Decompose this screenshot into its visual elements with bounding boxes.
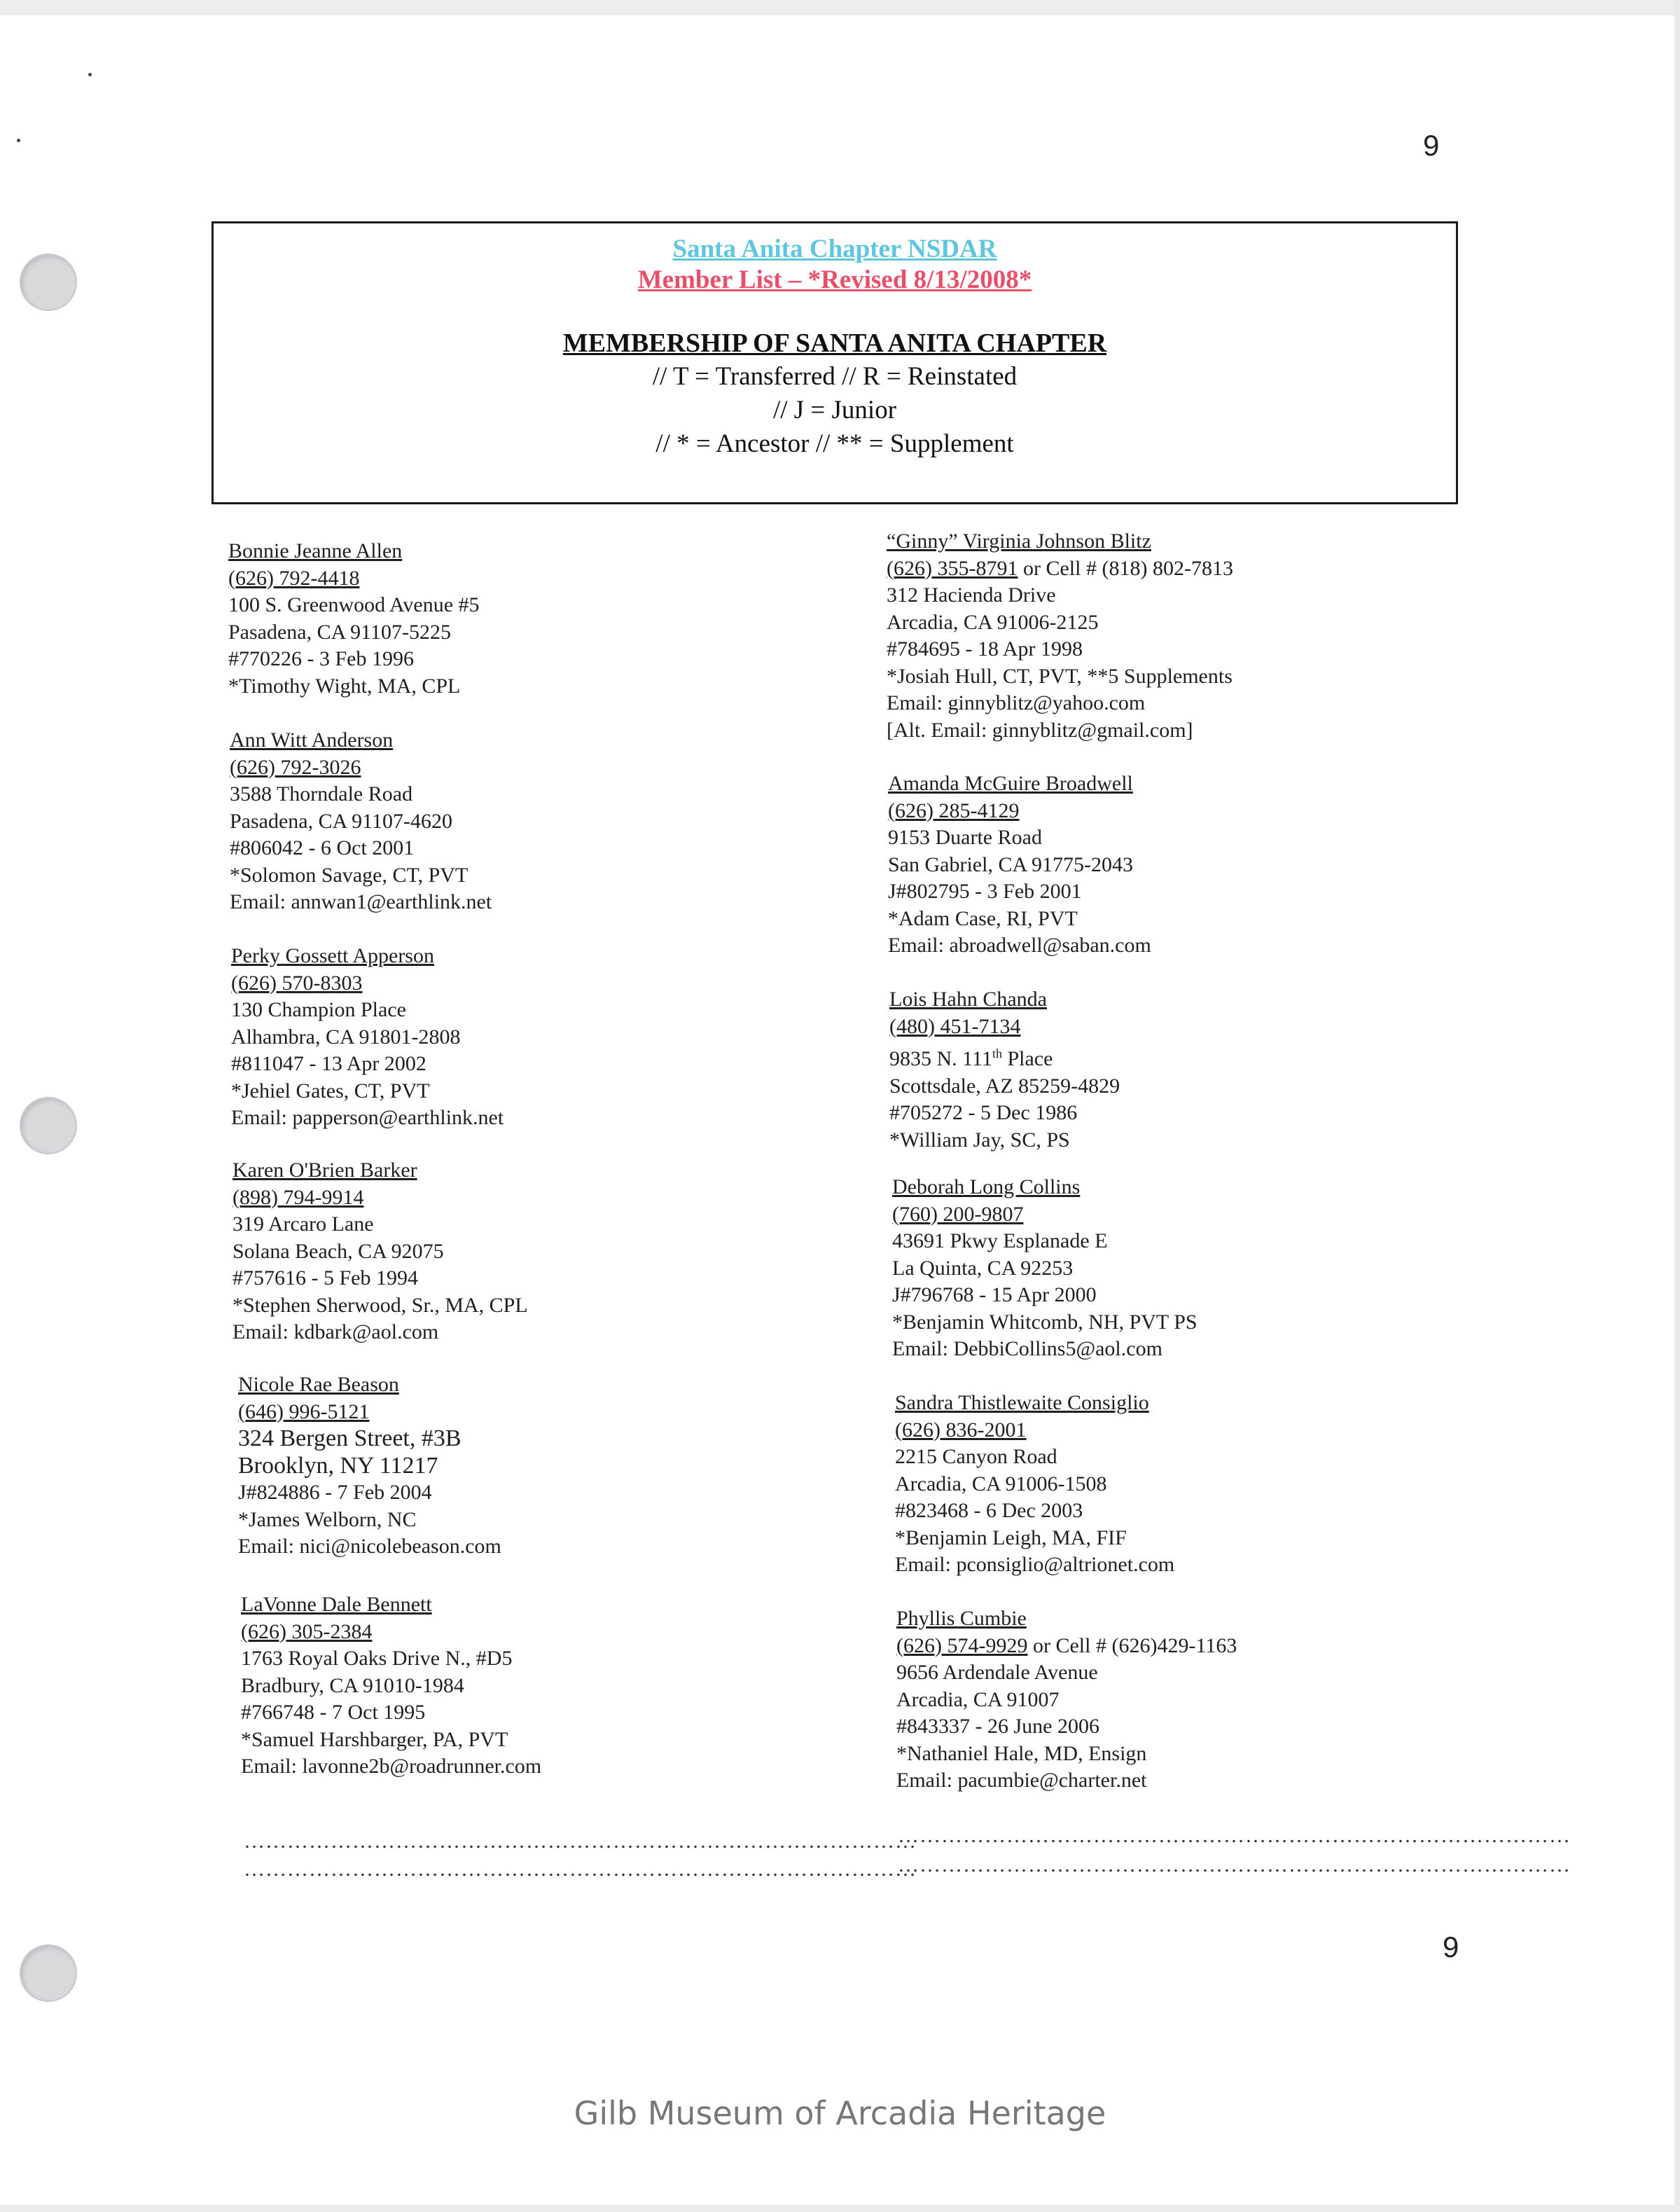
member-name: Karen O'Brien Barker xyxy=(232,1159,417,1182)
member-city: Arcadia, CA 91006-2125 xyxy=(887,610,1099,634)
member-ancestor: *Benjamin Whitcomb, NH, PVT PS xyxy=(892,1310,1197,1334)
member-phone: (626) 285-4129 xyxy=(888,799,1020,822)
member-street: 3588 Thorndale Road xyxy=(230,782,413,806)
member-ancestor: *Nathaniel Hale, MD, Ensign xyxy=(896,1741,1147,1765)
member-ancestor: *James Welborn, NC xyxy=(238,1507,417,1531)
legend-line: // T = Transferred // R = Reinstated xyxy=(652,362,1018,391)
member-number: J#802795 - 3 Feb 2001 xyxy=(888,880,1082,903)
member-phone: (626) 792-4418 xyxy=(228,566,360,590)
dotted-line: ………………………………………………………………………………… xyxy=(244,1858,917,1881)
member-entry xyxy=(238,1371,501,1561)
member-phone: (626) 355-8791 xyxy=(887,556,1018,580)
member-phone: (480) 451-7134 xyxy=(889,1014,1021,1038)
museum-footer: Gilb Museum of Arcadia Heritage xyxy=(574,2094,1106,2132)
member-email: Email: DebbiCollins5@aol.com xyxy=(892,1337,1162,1360)
member-entry xyxy=(241,1591,541,1781)
member-city: Scottsdale, AZ 85259-4829 xyxy=(889,1074,1120,1098)
member-number: #757616 - 5 Feb 1994 xyxy=(232,1266,418,1290)
dotted-line: ………………………………………………………………………………… xyxy=(244,1830,917,1853)
member-alt-email: [Alt. Email: ginnyblitz@gmail.com] xyxy=(887,718,1193,742)
member-number: #766748 - 7 Oct 1995 xyxy=(241,1701,426,1724)
member-ancestor: *William Jay, SC, PS xyxy=(889,1128,1070,1152)
member-email: Email: lavonne2b@roadrunner.com xyxy=(241,1755,542,1778)
member-ancestor: *Benjamin Leigh, MA, FIF xyxy=(895,1526,1127,1549)
member-ancestor: *Josiah Hull, CT, PVT, **5 Supplements xyxy=(887,664,1233,688)
member-phone: (626) 305-2384 xyxy=(241,1619,373,1643)
member-entry xyxy=(228,538,480,700)
member-entry xyxy=(889,986,1120,1154)
member-number: #811047 - 13 Apr 2002 xyxy=(231,1052,426,1075)
member-phone: (626) 792-3026 xyxy=(230,755,361,779)
member-email: Email: kdbark@aol.com xyxy=(232,1320,439,1343)
membership-title: MEMBERSHIP OF SANTA ANITA CHAPTER xyxy=(562,329,1107,358)
member-name: LaVonne Dale Bennett xyxy=(241,1593,432,1616)
page-number-top: 9 xyxy=(1423,129,1440,162)
member-city: Pasadena, CA 91107-4620 xyxy=(230,809,453,833)
member-number: #843337 - 26 June 2006 xyxy=(896,1715,1099,1738)
member-street: 9153 Duarte Road xyxy=(888,826,1042,849)
member-city: Alhambra, CA 91801-2808 xyxy=(231,1025,461,1049)
member-city: Arcadia, CA 91006-1508 xyxy=(895,1472,1107,1495)
member-entry xyxy=(231,943,504,1132)
member-city: Arcadia, CA 91007 xyxy=(896,1687,1060,1711)
member-entry xyxy=(892,1174,1197,1363)
member-street: 2215 Canyon Road xyxy=(895,1445,1057,1468)
member-street: 319 Arcaro Lane xyxy=(232,1212,374,1236)
member-ancestor: *Stephen Sherwood, Sr., MA, CPL xyxy=(232,1293,528,1317)
member-ancestor: *Jehiel Gates, CT, PVT xyxy=(231,1079,430,1102)
member-name: Amanda McGuire Broadwell xyxy=(888,772,1133,795)
header-box xyxy=(211,221,1458,504)
member-phone: (626) 836-2001 xyxy=(895,1418,1027,1442)
legend-line: // * = Ancestor // ** = Supplement xyxy=(655,429,1014,458)
member-name: Bonnie Jeanne Allen xyxy=(228,539,403,562)
member-city: Brooklyn, NY 11217 xyxy=(238,1452,438,1479)
member-email: Email: nici@nicolebeason.com xyxy=(238,1535,501,1558)
member-street: 100 S. Greenwood Avenue #5 xyxy=(228,593,480,616)
member-email: Email: pacumbie@charter.net xyxy=(896,1769,1147,1792)
member-entry xyxy=(232,1157,528,1346)
scan-top-edge xyxy=(0,0,1680,15)
binder-hole-bottom xyxy=(20,1944,77,2002)
member-entry xyxy=(887,528,1233,744)
member-phone: (646) 996-5121 xyxy=(238,1399,370,1423)
scan-speck xyxy=(88,73,92,76)
page-number-bottom: 9 xyxy=(1443,1930,1459,1963)
member-city: Pasadena, CA 91107-5225 xyxy=(228,620,452,644)
member-email: Email: annwan1@earthlink.net xyxy=(230,890,492,913)
binder-hole-middle xyxy=(20,1097,77,1154)
member-number: #806042 - 6 Oct 2001 xyxy=(230,836,415,859)
revised-date: Member List – *Revised 8/13/2008* xyxy=(637,265,1032,294)
dotted-line: ………………………………………………………………………………… xyxy=(898,1824,1571,1847)
member-street: 324 Bergen Street, #3B xyxy=(238,1425,461,1451)
member-city: La Quinta, CA 92253 xyxy=(892,1256,1074,1280)
member-street: 9835 N. 111th Place xyxy=(889,1046,1053,1070)
member-entry xyxy=(230,727,492,916)
member-number: J#824886 - 7 Feb 2004 xyxy=(238,1481,432,1504)
member-number: #784695 - 18 Apr 1998 xyxy=(887,637,1083,661)
member-name: Deborah Long Collins xyxy=(892,1175,1081,1198)
member-name: “Ginny” Virginia Johnson Blitz xyxy=(887,530,1151,553)
scan-speck xyxy=(17,139,20,142)
member-ancestor: *Adam Case, RI, PVT xyxy=(888,906,1078,930)
member-name: Lois Hahn Chanda xyxy=(889,988,1047,1011)
member-city: Bradbury, CA 91010-1984 xyxy=(241,1673,464,1697)
member-phone: (898) 794-9914 xyxy=(232,1185,364,1209)
member-email: Email: papperson@earthlink.net xyxy=(231,1106,504,1129)
member-ancestor: *Solomon Savage, CT, PVT xyxy=(230,863,468,887)
member-entry xyxy=(895,1390,1174,1579)
member-number: #823468 - 6 Dec 2003 xyxy=(895,1499,1083,1522)
member-city: Solana Beach, CA 92075 xyxy=(232,1239,444,1263)
member-ancestor: *Timothy Wight, MA, CPL xyxy=(228,674,461,698)
member-street: 9656 Ardendale Avenue xyxy=(896,1661,1098,1684)
member-phone: (760) 200-9807 xyxy=(892,1202,1024,1226)
member-street: 312 Hacienda Drive xyxy=(887,583,1056,607)
member-cell-phone: or Cell # (818) 802-7813 xyxy=(1018,556,1233,580)
member-name: Phyllis Cumbie xyxy=(896,1607,1027,1630)
member-number: J#796768 - 15 Apr 2000 xyxy=(892,1283,1097,1306)
member-street: 130 Champion Place xyxy=(231,998,406,1021)
member-email: Email: ginnyblitz@yahoo.com xyxy=(887,691,1146,714)
member-city: San Gabriel, CA 91775-2043 xyxy=(888,852,1133,876)
member-ancestor: *Samuel Harshbarger, PA, PVT xyxy=(241,1727,508,1751)
member-street: 43691 Pkwy Esplanade E xyxy=(892,1229,1108,1252)
member-name: Perky Gossett Apperson xyxy=(231,944,434,967)
member-cell-phone: or Cell # (626)429-1163 xyxy=(1027,1633,1237,1657)
member-entry xyxy=(888,770,1151,960)
member-number: #705272 - 5 Dec 1986 xyxy=(889,1101,1078,1124)
member-street: 1763 Royal Oaks Drive N., #D5 xyxy=(241,1647,513,1670)
member-email: Email: pconsiglio@altrionet.com xyxy=(895,1553,1175,1576)
member-name: Nicole Rae Beason xyxy=(238,1373,399,1396)
member-phone: (626) 570-8303 xyxy=(231,971,363,995)
chapter-name: Santa Anita Chapter NSDAR xyxy=(672,235,997,263)
legend-line: // J = Junior xyxy=(772,396,897,424)
dotted-line: ………………………………………………………………………………… xyxy=(898,1853,1571,1876)
member-entry xyxy=(896,1605,1237,1795)
member-email: Email: abroadwell@saban.com xyxy=(888,934,1151,957)
member-name: Sandra Thistlewaite Consiglio xyxy=(895,1391,1149,1414)
binder-hole-top xyxy=(20,254,77,311)
scan-right-edge xyxy=(1674,0,1680,2212)
member-phone: (626) 574-9929 xyxy=(896,1633,1028,1657)
member-name: Ann Witt Anderson xyxy=(230,728,394,752)
scan-bottom-edge xyxy=(0,2205,1680,2212)
member-number: #770226 - 3 Feb 1996 xyxy=(228,647,414,670)
